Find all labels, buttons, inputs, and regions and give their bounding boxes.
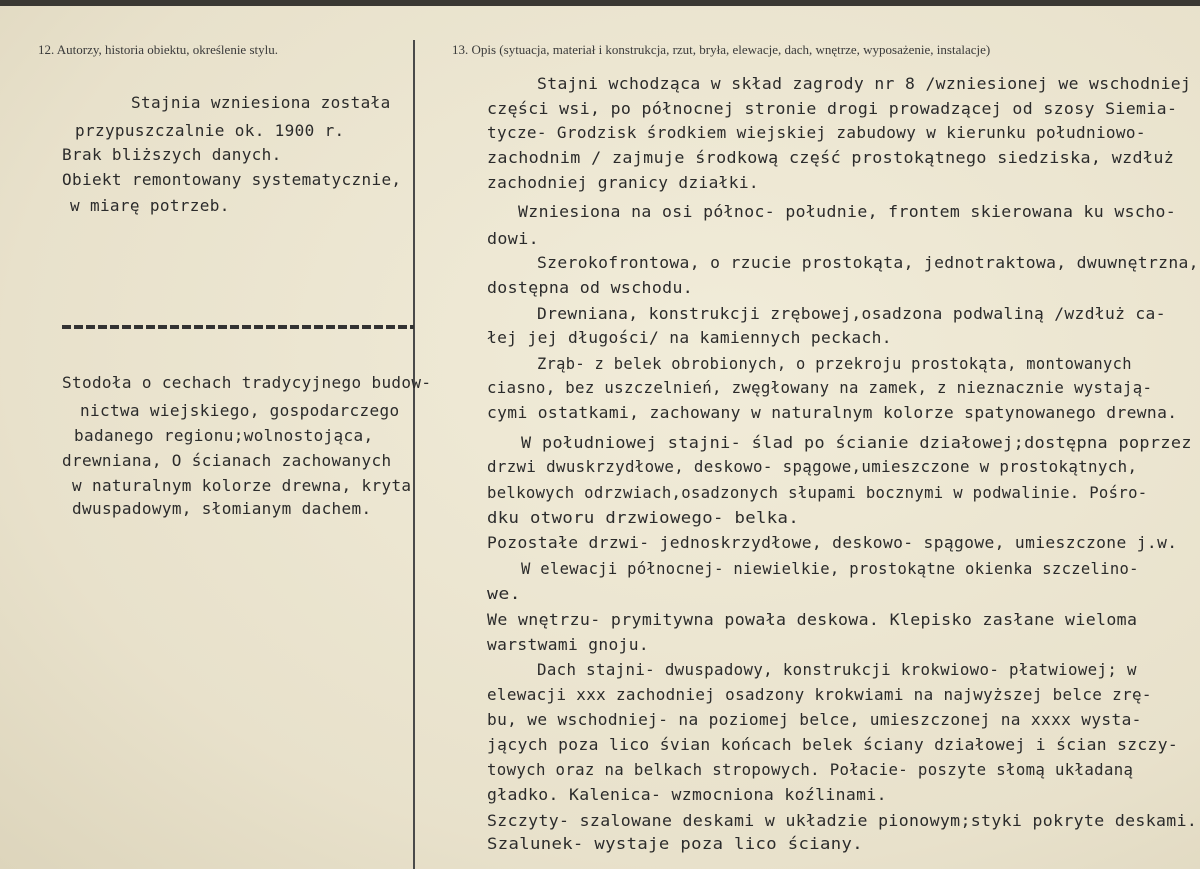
description-line: Szczyty- szalowane deskami w układzie pionowym;styki pokryte deskami.: [487, 811, 1198, 830]
description-line: drzwi dwuskrzydłowe, deskowo- spągowe,umieszczone w prostokątnych,: [487, 457, 1138, 476]
history-line: przypuszczalnie ok. 1900 r.: [75, 121, 345, 140]
description-line: Dach stajni- dwuspadowy, konstrukcji krokwiowo- płatwiowej; w: [537, 660, 1137, 679]
dashed-separator: [62, 325, 414, 329]
description-line: Szalunek- wystaje poza lico ściany.: [487, 834, 863, 853]
description-line: Szerokofrontowa, o rzucie prostokąta, jednotraktowa, dwuwnętrzna,: [537, 253, 1199, 272]
description-line: elewacji xxx zachodniej osadzony krokwiami na najwyższej belce zrę-: [487, 685, 1152, 704]
style-line: nictwa wiejskiego, gospodarczego: [80, 401, 400, 420]
description-line: łej jej długości/ na kamiennych peckach.: [487, 328, 892, 347]
description-line: gładko. Kalenica- wzmocniona koźlinami.: [487, 785, 887, 804]
history-line: Stajnia wzniesiona została: [131, 93, 391, 112]
description-line: części wsi, po północnej stronie drogi prowadzącej od szosy Siemia-: [487, 99, 1178, 118]
description-line: dostępna od wschodu.: [487, 278, 694, 297]
description-line: bu, we wschodniej- na poziomej belce, umieszczonej na xxxx wysta-: [487, 710, 1142, 729]
history-line: w miarę potrzeb.: [70, 196, 230, 215]
description-line: towych oraz na belkach stropowych. Połacie- poszyte słomą układaną: [487, 760, 1134, 779]
description-line: dku otworu drzwiowego- belka.: [487, 508, 800, 527]
style-line: dwuspadowym, słomianym dachem.: [72, 499, 372, 518]
description-line: dowi.: [487, 229, 540, 248]
description-line: Zrąb- z belek obrobionych, o przekroju prostokąta, montowanych: [537, 354, 1132, 373]
description-line: cymi ostatkami, zachowany w naturalnym kolorze spatynowanego drewna.: [487, 403, 1178, 422]
description-line: Pozostałe drzwi- jednoskrzydłowe, deskowo- spągowe, umieszczone j.w.: [487, 533, 1178, 552]
style-line: w naturalnym kolorze drewna, kryta: [72, 476, 412, 495]
description-line: Wzniesiona na osi północ- południe, frontem skierowana ku wscho-: [518, 202, 1177, 221]
description-line: Stajni wchodząca w skład zagrody nr 8 /wzniesionej we wschodniej: [537, 74, 1192, 93]
history-line: Obiekt remontowany systematycznie,: [62, 170, 402, 189]
description-line: W południowej stajni- ślad po ścianie działowej;dostępna poprzez: [521, 433, 1192, 452]
description-line: Drewniana, konstrukcji zrębowej,osadzona podwaliną /wzdłuż ca-: [537, 304, 1166, 323]
description-line: zachodnim / zajmuje środkową część prostokątnego siedziska, wzdłuż: [487, 148, 1175, 167]
description-line: ciasno, bez uszczelnień, zwęgłowany na zamek, z nieznacznie wystają-: [487, 378, 1153, 397]
section-13-header: 13. Opis (sytuacja, materiał i konstrukcja, rzut, bryła, elewacje, dach, wnętrze, wyposażenie, instalacje): [452, 42, 991, 57]
style-line: drewniana, O ścianach zachowanych: [62, 451, 392, 470]
history-line: Brak bliższych danych.: [62, 145, 282, 164]
description-line: warstwami gnoju.: [487, 635, 649, 654]
section-12-header: 12. Autorzy, historia obiektu, określenie stylu.: [38, 42, 278, 57]
description-line: tycze- Grodzisk środkiem wiejskiej zabudowy w kierunku południowo-: [487, 123, 1146, 142]
description-line: zachodniej granicy działki.: [487, 173, 759, 192]
description-line: we.: [487, 584, 521, 603]
style-line: badanego regionu;wolnostojąca,: [74, 426, 374, 445]
description-line: jących poza lico śvian końcach belek ściany działowej i ścian szczy-: [487, 735, 1179, 754]
description-line: W elewacji północnej- niewielkie, prostokątne okienka szczelino-: [521, 559, 1139, 578]
description-line: We wnętrzu- prymitywna powała deskowa. Klepisko zasłane wieloma: [487, 610, 1138, 629]
description-line: belkowych odrzwiach,osadzonych słupami bocznymi w podwalinie. Pośro-: [487, 483, 1148, 502]
style-line: Stodoła o cechach tradycyjnego budow-: [62, 373, 432, 392]
column-divider: [413, 40, 415, 869]
